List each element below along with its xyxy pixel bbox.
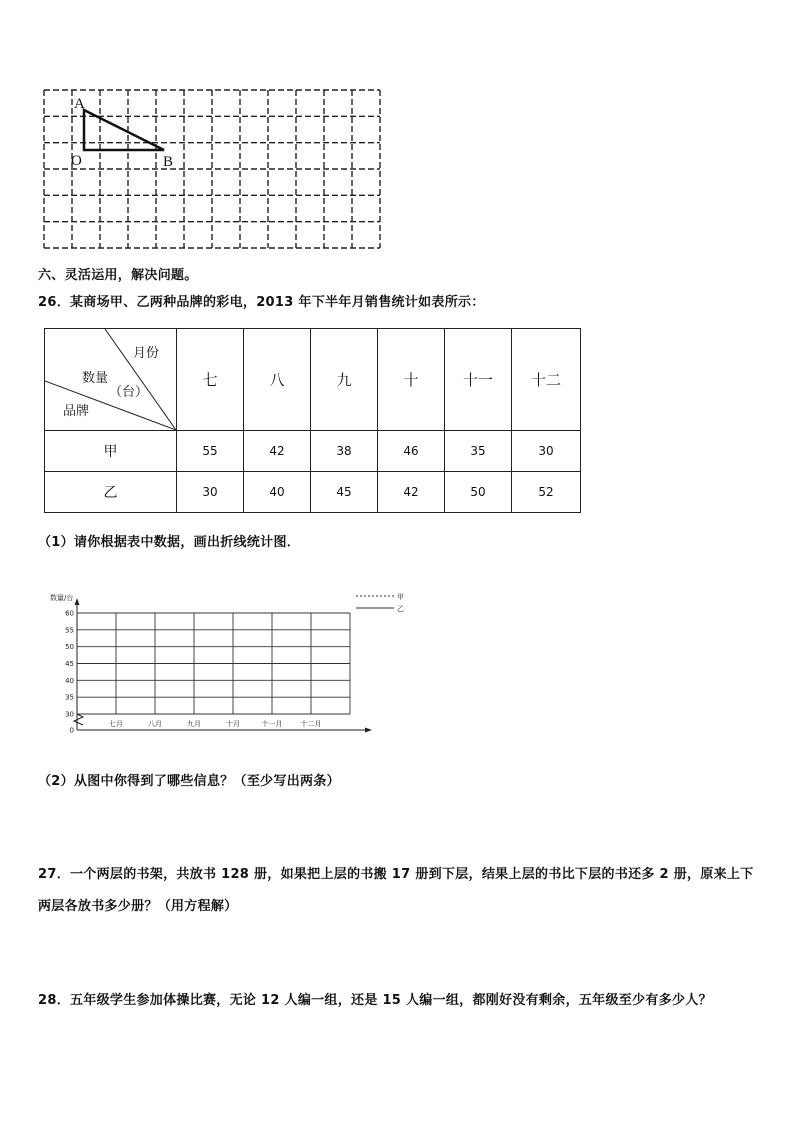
y-axis-label: 数量/台 — [50, 594, 74, 602]
table-row-yi — [45, 472, 581, 513]
x-axis-arrow — [365, 728, 372, 733]
y-tick-label: 50 — [65, 643, 74, 652]
month-header: 八 — [244, 329, 311, 431]
month-header: 七 — [177, 329, 244, 431]
table-cell: 40 — [244, 472, 311, 513]
y-axis-arrow — [75, 598, 80, 605]
table-cell: 30 — [177, 472, 244, 513]
y-tick-label: 55 — [65, 626, 74, 635]
table-cell: 52 — [512, 472, 581, 513]
table-corner-cell — [45, 329, 177, 431]
table-cell: 55 — [177, 431, 244, 472]
x-tick-label: 十一月 — [261, 720, 283, 728]
legend-label-jia: 甲 — [397, 593, 404, 601]
line-chart — [48, 588, 410, 752]
table-cell: 42 — [378, 472, 445, 513]
y-tick-label: 45 — [65, 660, 74, 668]
table-cell: 30 — [512, 431, 581, 472]
brand-cell: 乙 — [45, 472, 177, 513]
brand-cell: 甲 — [45, 431, 177, 472]
question-26-part2: （2）从图中你得到了哪些信息？（至少写出两条） — [38, 774, 340, 789]
table-cell: 38 — [311, 431, 378, 472]
x-tick-label: 十二月 — [300, 720, 322, 728]
table-cell: 35 — [445, 431, 512, 472]
table-cell: 45 — [311, 472, 378, 513]
sales-table — [44, 328, 581, 513]
question-28: 28．五年级学生参加体操比赛，无论 12 人编一组，还是 15 人编一组，都刚好没有剩余，五年级至少有多少人？ — [38, 993, 712, 1008]
table-header-row — [45, 329, 581, 431]
point-o-label: O — [71, 153, 82, 169]
y-tick-label: 0 — [69, 726, 74, 735]
month-header: 九 — [311, 329, 378, 431]
y-tick-label: 60 — [65, 609, 74, 618]
table-row-jia — [45, 431, 581, 472]
x-tick-label: 八月 — [148, 720, 162, 728]
table-cell: 50 — [445, 472, 512, 513]
corner-unit-label: （台） — [109, 385, 149, 400]
question-27-line1: 27．一个两层的书架，共放书 128 册，如果把上层的书搬 17 册到下层，结果上层的书比下层的书还多 2 册，原来上下 — [38, 867, 754, 882]
corner-month-label: 月份 — [133, 346, 160, 361]
point-a-label: A — [74, 96, 85, 112]
month-header: 十 — [378, 329, 445, 431]
axis-break-mark — [74, 714, 83, 725]
corner-brand-label: 品牌 — [63, 404, 90, 419]
question-27-line2: 两层各放书多少册？（用方程解） — [38, 899, 238, 914]
month-header: 十一 — [445, 329, 512, 431]
legend-label-yi: 乙 — [397, 605, 404, 613]
x-tick-label: 九月 — [187, 720, 201, 728]
x-tick-label: 七月 — [109, 720, 123, 728]
question-26-stem: 26．某商场甲、乙两种品牌的彩电，2013 年下半年月销售统计如表所示： — [38, 295, 485, 310]
table-cell: 42 — [244, 431, 311, 472]
table-cell: 46 — [378, 431, 445, 472]
y-tick-label: 30 — [65, 710, 74, 719]
corner-qty-label: 数量 — [82, 371, 109, 386]
question-26-part1: （1）请你根据表中数据，画出折线统计图． — [38, 535, 301, 550]
point-b-label: B — [163, 154, 174, 170]
month-header: 十二 — [512, 329, 581, 431]
y-tick-label: 35 — [65, 693, 74, 702]
x-tick-label: 十月 — [226, 720, 240, 728]
y-tick-label: 40 — [65, 676, 74, 685]
grid-figure — [40, 88, 382, 252]
section-heading: 六、灵活运用，解决问题。 — [38, 268, 198, 283]
